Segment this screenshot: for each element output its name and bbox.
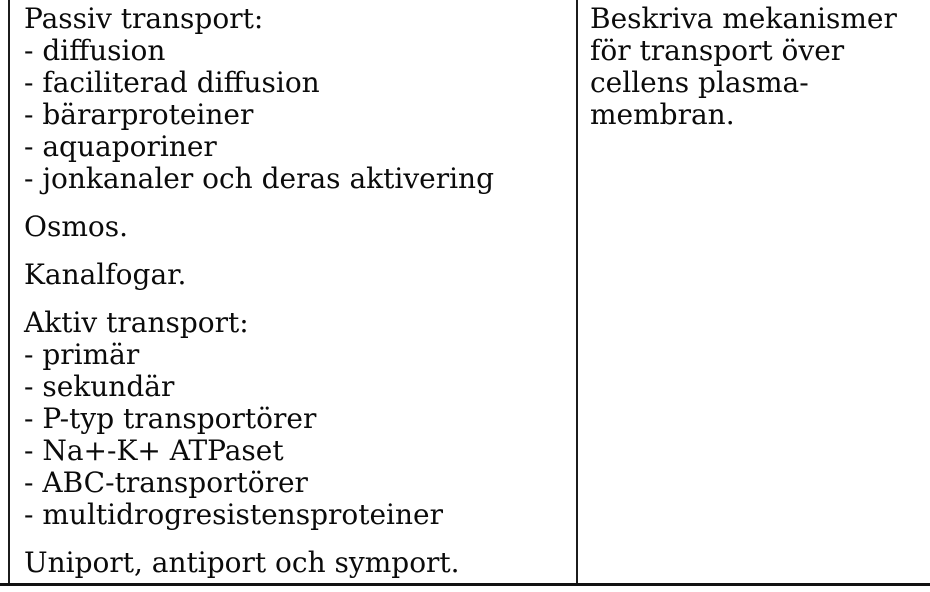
text-line: - sekundär: [24, 370, 175, 403]
text-line: Aktiv transport:: [24, 306, 249, 339]
text-line: - bärarproteiner: [24, 98, 254, 131]
text-line: - multidrogresistensproteiner: [24, 498, 444, 531]
text-line: Beskriva mekanismer: [590, 2, 897, 35]
text-line: Uniport, antiport och symport.: [24, 546, 460, 579]
paragraph-uniport: [24, 547, 564, 579]
text-line: - diffusion: [24, 34, 166, 67]
table-column-divider: [576, 0, 578, 583]
text-line: - aquaporiner: [24, 130, 217, 163]
objective-cell: [590, 3, 920, 131]
text-line: Osmos.: [24, 210, 129, 243]
text-line: membran.: [590, 98, 735, 131]
text-line: - jonkanaler och deras aktivering: [24, 162, 494, 195]
paragraph-passiv-transport: [24, 3, 564, 195]
text-line: - Na+-K+ ATPaset: [24, 434, 284, 467]
text-line: Kanalfogar.: [24, 258, 187, 291]
paragraph-objective: [590, 3, 920, 131]
paragraph-osmos: [24, 211, 564, 243]
text-line: - P-typ transportörer: [24, 402, 317, 435]
table-bottom-border: [0, 583, 930, 586]
text-line: - ABC-transportörer: [24, 466, 308, 499]
text-line: - faciliterad diffusion: [24, 66, 320, 99]
paragraph-kanalfogar: [24, 259, 564, 291]
text-line: för transport över: [590, 34, 845, 67]
paragraph-aktiv-transport: [24, 307, 564, 531]
content-cell: [24, 3, 564, 579]
text-line: - primär: [24, 338, 140, 371]
text-line: cellens plasma-: [590, 66, 809, 99]
table-left-border: [8, 0, 10, 583]
text-line: Passiv transport:: [24, 2, 264, 35]
